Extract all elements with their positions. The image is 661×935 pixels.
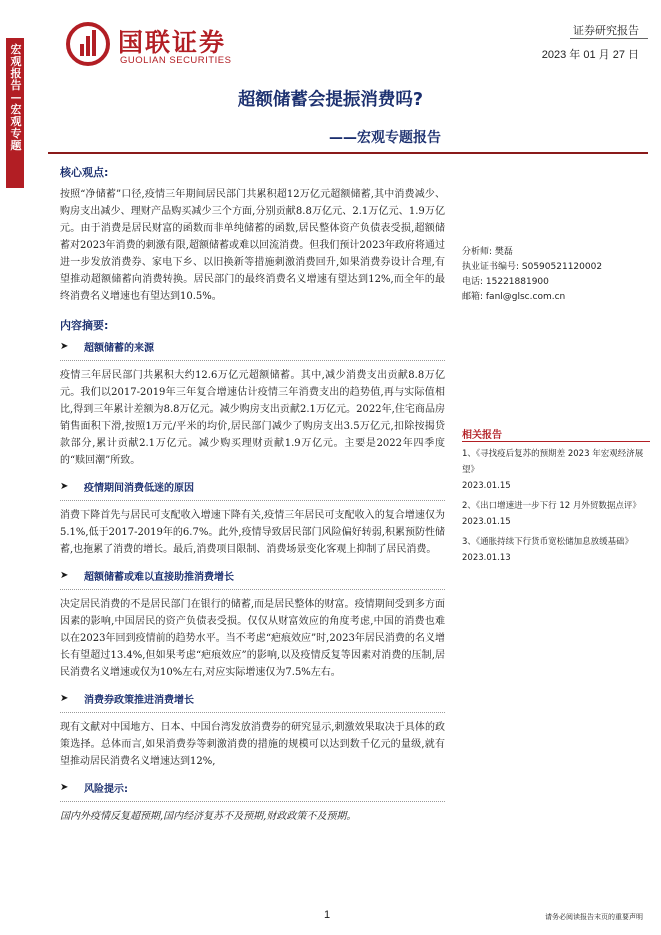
dotted-divider [60,801,445,802]
related-report-title: 3、《通胀持续下行货币宽松储加息放缓基础》 [462,537,634,547]
section-text: 决定居民消费的不是居民部门在银行的储蓄,而是居民整体的财富。疫情期间受到多方面因素的影响,中国居民的资产负债表受损。仅仅从财富效应的角度考虑,中国的消费也难以在2023年回到疫情前的趋势水平。当不考虑“疤痕效应”时,2023年居民消费的名义增长有望超过13.4%,但如果考虑“疤痕效应”的影响,以及疫情反复等因素对消费的压制,居民消费名义增速或仅为10%左右,对应实际增速仅为7.5%左右。 [60,599,445,678]
summary-heading: 内容摘要: [60,319,109,332]
related-report-item[interactable] [462,534,650,566]
arrow-bullet-icon: ➤ [60,693,69,704]
arrow-bullet-icon: ➤ [60,570,69,581]
section-title: 超额储蓄或难以直接助推消费增长 [84,572,234,583]
main-content [60,160,445,825]
analyst-email[interactable]: 邮箱: fanl@glsc.com.cn [462,292,566,302]
analyst-cert: 执业证书编号: S0590521120002 [462,262,603,272]
section-heading [60,339,445,354]
footer-disclaimer: 请务必阅读报告末页的重要声明 [545,913,643,921]
dotted-divider [60,500,445,501]
related-report-date: 2023.01.15 [462,481,511,491]
logo-english-name: GUOLIAN SECURITIES [120,55,232,66]
section-title: 超额储蓄的来源 [84,343,154,354]
page-number: 1 [324,909,331,921]
related-reports-divider [462,441,650,442]
core-paragraph: 按照“净储蓄”口径,疫情三年期间居民部门共累积超12万亿元超额储蓄,其中消费减少、购房支出减少、理财产品购买减少三个方面,分别贡献8.8万亿元、2.1万亿元、1.9万亿元。由于消费是居民财富的函数而非单纯储蓄的函数,居民整体资产负债表受损,超额储蓄对2023年消费的刺激有限,超额储蓄或难以回流消费。但我们预计2023年政府将通过进一步发放消费券、家电下乡、以旧换新等措施刺激消费回升,如果消费券设计合理,有望推动超额储蓄向消费转换。居民部门的最终消费名义增速有望达到12%,而全年的最终消费名义增速也有望达到10.5%。 [60,189,445,302]
dotted-divider [60,712,445,713]
related-report-date: 2023.01.13 [462,553,511,563]
dotted-divider [60,360,445,361]
sidebar-label: 宏观报告—宏观专题 [10,43,22,152]
section-heading [60,479,445,494]
page-subtitle: ——宏观专题报告 [329,130,441,146]
analyst-info [462,245,650,305]
page-title: 超额储蓄会提振消费吗? [237,90,424,110]
section-heading [60,568,445,583]
analyst-name: 分析师: 樊磊 [462,247,513,257]
logo-chinese-name: 国联证券 [118,28,227,57]
section-text: 现有文献对中国地方、日本、中国台湾发放消费券的研究显示,刺激效果取决于具体的政策选择。总体而言,如果消费券等刺激消费的措施的规模可以达到数千亿元的量级,就有望推动居民消费名义增速达到12%, [60,722,445,767]
sidebar [0,0,26,935]
core-heading: 核心观点: [60,166,109,179]
risk-text: 国内外疫情反复超预期,国内经济复苏不及预期,财政政策不及预期。 [60,811,357,822]
arrow-bullet-icon: ➤ [60,782,69,793]
related-report-item[interactable] [462,498,650,530]
section-title: 疫情期间消费低迷的原因 [84,483,194,494]
risk-heading [60,780,445,795]
company-logo [66,22,266,68]
risk-title: 风险提示: [84,784,128,795]
arrow-bullet-icon: ➤ [60,481,69,492]
report-type: 证券研究报告 [573,24,639,37]
related-report-item[interactable] [462,446,650,494]
related-report-title: 1、《寻找疫后复苏的预期差 2023 年宏观经济展望》 [462,449,644,475]
title-divider [48,152,648,154]
related-reports-heading: 相关报告 [462,430,502,441]
analyst-phone: 电话: 15221881900 [462,277,549,287]
related-reports-list [462,446,650,566]
related-report-date: 2023.01.15 [462,517,511,527]
section-title: 消费券政策推进消费增长 [84,695,194,706]
report-date: 2023 年 01 月 27 日 [541,49,639,61]
section-heading [60,691,445,706]
section-text: 消费下降首先与居民可支配收入增速下降有关,疫情三年居民可支配收入的复合增速仅为5.1%,低于2017-2019年的6.7%。此外,疫情导致居民部门风险偏好转弱,积累预防性储蓄,也拖累了消费的增长。最后,消费项目限制、消费场景变化客观上抑制了居民消费。 [60,510,445,555]
arrow-bullet-icon: ➤ [60,341,69,352]
section-text: 疫情三年居民部门共累积大约12.6万亿元超额储蓄。其中,减少消费支出贡献8.8万亿元。我们以2017-2019年三年复合增速估计疫情三年消费支出的趋势值,再与实际值相比,得到三年累计差额为8.8万亿元。减少购房支出贡献2.1万亿元。2022年,住宅商品房销售面积下滑,按照1万元/平米的均价,居民部门减少了购房支出3.5万亿元,扣除按揭贷款部分,累计贡献2.1万亿元。减少购买理财贡献1.9万亿元。主要是2022年四季度的“赎回潮”所致。 [60,370,445,466]
header-divider [570,38,648,39]
related-report-title: 2、《出口增速进一步下行 12 月外贸数据点评》 [462,501,641,511]
logo-emblem-icon [66,22,110,66]
dotted-divider [60,589,445,590]
